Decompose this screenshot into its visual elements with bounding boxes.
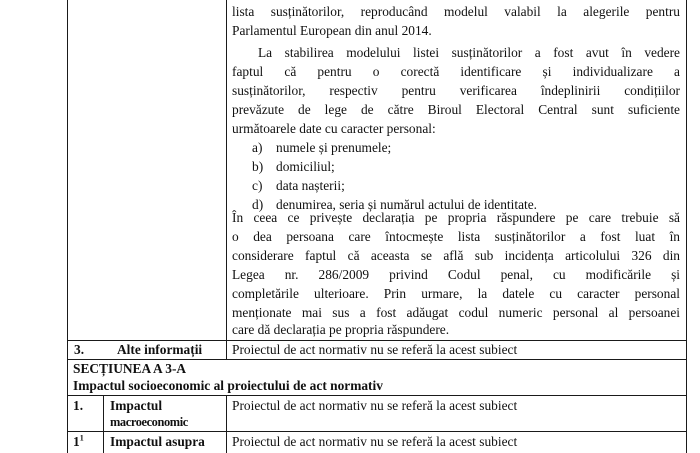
- para2-line-3: susținătorilor, respectiv pentru verificarea îndeplinirii condițiilor: [232, 83, 680, 98]
- row1-number: 1.: [73, 398, 84, 413]
- row1-label-line1: Impactul: [110, 398, 163, 413]
- para3-line-4: Legea nr. 286/2009 privind Codul penal, cu modificările și: [232, 267, 680, 282]
- label-column-divider: [226, 0, 227, 360]
- para3-line-2: o dea persoana care întocmește lista susținătorilor a fost luat în: [232, 229, 680, 244]
- table-border-right: [686, 0, 687, 453]
- para3-line-3: considerare faptul că aceasta se află sub incidența articolului 326 din: [232, 248, 680, 263]
- row1-1-number-sup: 1: [79, 433, 84, 443]
- para1-line-2: Parlamentul European din anul 2014.: [232, 23, 432, 38]
- row3-number: 3.: [74, 342, 85, 357]
- para2-line-2: faptul că pentru o corectă identificare și individualizare a: [232, 64, 680, 79]
- section-title: SECȚIUNEA A 3-A: [73, 361, 187, 376]
- row1-1-number: [73, 432, 84, 451]
- para3-line-7: care dă declarația pe propria răspundere.: [232, 322, 450, 337]
- row3-value: Proiectul de act normativ nu se referă la acest subiect: [232, 342, 518, 357]
- row1-label-line2: macroeconomic: [110, 415, 188, 429]
- para1-line-1: lista susținătorilor, reproducând modelul valabil la alegerile pentru: [232, 4, 680, 19]
- list-item-a-text: numele și prenumele;: [276, 140, 392, 155]
- label-column-divider-lower: [226, 395, 227, 453]
- row1-value: Proiectul de act normativ nu se referă la acest subiect: [232, 398, 518, 413]
- row1-1-value: Proiectul de act normativ nu se referă la acest subiect: [232, 434, 518, 449]
- list-item-a-marker: a): [252, 140, 263, 155]
- row1-1-number-main: 1: [73, 434, 80, 449]
- row3-label: Alte informații: [117, 342, 203, 357]
- para3-line-5: completările ulterioare. Prin urmare, la datele cu caracter personal: [232, 286, 680, 301]
- para2-line-5: următoarele date cu caracter personal:: [232, 121, 436, 136]
- list-item-c-marker: c): [252, 178, 263, 193]
- section-subtitle: Impactul socioeconomic al proiectului de act normativ: [73, 378, 383, 393]
- table-border-left: [67, 0, 68, 453]
- para2-line-1: La stabilirea modelului listei susținătorilor a fost avut în vedere: [258, 45, 680, 60]
- list-item-d-marker: d): [252, 197, 264, 212]
- para2-line-4: prevăzute de lege de către Biroul Electoral Central sunt suficiente: [232, 102, 680, 117]
- list-item-c-text: data nașterii;: [276, 178, 345, 193]
- list-item-b-text: domiciliul;: [276, 159, 335, 174]
- para3-line-1: În ceea ce privește declarația pe propria răspundere pe care trebuie să: [232, 210, 680, 225]
- para3-line-6: menționate mai sus a fost adăugat codul numeric personal al persoanei: [232, 305, 680, 320]
- row1-1-label: Impactul asupra: [110, 434, 205, 449]
- num-column-divider: [103, 395, 104, 453]
- list-item-d-text: denumirea, seria și numărul actului de identitate.: [276, 197, 538, 212]
- list-item-b-marker: b): [252, 159, 264, 174]
